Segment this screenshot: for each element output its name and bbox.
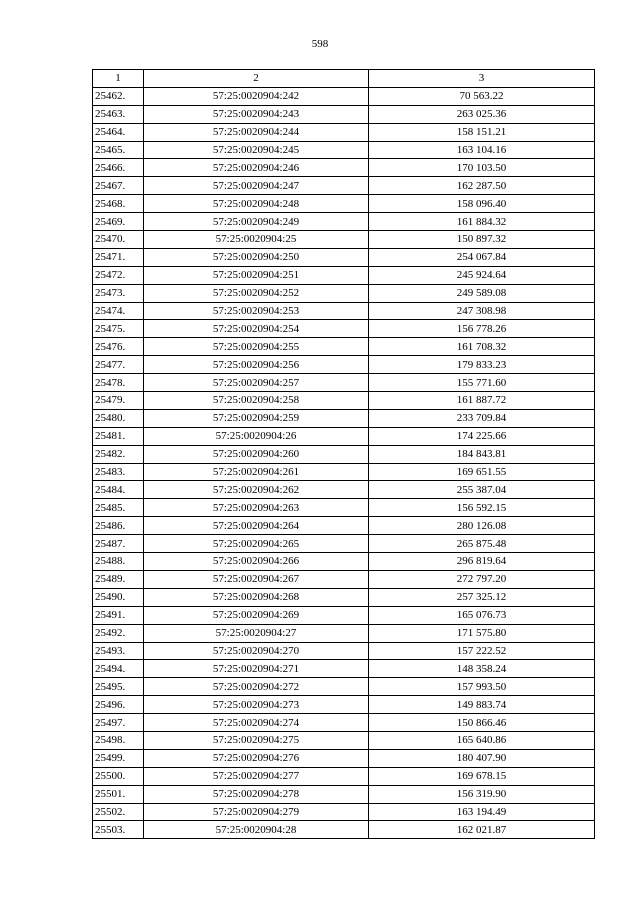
row-number: 25485. [93,499,144,517]
table-row [93,714,595,732]
row-number: 25483. [93,463,144,481]
table-row [93,481,595,499]
table-row [93,105,595,123]
row-number: 25494. [93,660,144,678]
row-number: 25486. [93,517,144,535]
table-row [93,141,595,159]
cadastral-number: 57:25:0020904:249 [144,213,369,231]
cadastral-number: 57:25:0020904:259 [144,409,369,427]
cadastral-value: 165 640.86 [369,731,595,749]
cadastral-value: 245 924.64 [369,266,595,284]
cadastral-value: 162 287.50 [369,177,595,195]
cadastral-value: 157 222.52 [369,642,595,660]
row-number: 25476. [93,338,144,356]
cadastral-number: 57:25:0020904:261 [144,463,369,481]
table-row [93,463,595,481]
header-col-3: 3 [369,70,595,88]
cadastral-value: 272 797.20 [369,570,595,588]
cadastral-number: 57:25:0020904:250 [144,248,369,266]
cadastral-number: 57:25:0020904:254 [144,320,369,338]
table-row [93,642,595,660]
table-row [93,248,595,266]
cadastral-number: 57:25:0020904:271 [144,660,369,678]
cadastral-number: 57:25:0020904:251 [144,266,369,284]
cadastral-value: 161 887.72 [369,392,595,410]
cadastral-number: 57:25:0020904:262 [144,481,369,499]
table-row [93,767,595,785]
row-number: 25498. [93,731,144,749]
cadastral-value: 158 151.21 [369,123,595,141]
table-header [93,70,595,88]
row-number: 25475. [93,320,144,338]
table-row [93,356,595,374]
row-number: 25462. [93,87,144,105]
table-row [93,803,595,821]
cadastral-number: 57:25:0020904:27 [144,624,369,642]
cadastral-value: 161 708.32 [369,338,595,356]
cadastral-number: 57:25:0020904:279 [144,803,369,821]
cadastral-value: 148 358.24 [369,660,595,678]
cadastral-value: 263 025.36 [369,105,595,123]
row-number: 25463. [93,105,144,123]
table-row [93,785,595,803]
row-number: 25473. [93,284,144,302]
cadastral-value: 149 883.74 [369,696,595,714]
table-row [93,320,595,338]
table-row [93,624,595,642]
cadastral-value: 150 866.46 [369,714,595,732]
row-number: 25488. [93,553,144,571]
table-row [93,821,595,839]
cadastral-value: 255 387.04 [369,481,595,499]
table-row [93,392,595,410]
header-col-1: 1 [93,70,144,88]
table-row [93,570,595,588]
table-row [93,302,595,320]
cadastral-value: 179 833.23 [369,356,595,374]
row-number: 25480. [93,409,144,427]
row-number: 25484. [93,481,144,499]
cadastral-value: 155 771.60 [369,374,595,392]
cadastral-number: 57:25:0020904:247 [144,177,369,195]
row-number: 25491. [93,606,144,624]
cadastral-number: 57:25:0020904:264 [144,517,369,535]
cadastral-number: 57:25:0020904:277 [144,767,369,785]
row-number: 25466. [93,159,144,177]
table-row [93,499,595,517]
row-number: 25500. [93,767,144,785]
row-number: 25465. [93,141,144,159]
cadastral-number: 57:25:0020904:246 [144,159,369,177]
cadastral-number: 57:25:0020904:252 [144,284,369,302]
row-number: 25482. [93,445,144,463]
cadastral-number: 57:25:0020904:276 [144,749,369,767]
row-number: 25497. [93,714,144,732]
row-number: 25478. [93,374,144,392]
row-number: 25493. [93,642,144,660]
cadastral-number: 57:25:0020904:260 [144,445,369,463]
cadastral-value: 247 308.98 [369,302,595,320]
cadastral-value: 254 067.84 [369,248,595,266]
cadastral-number: 57:25:0020904:273 [144,696,369,714]
row-number: 25467. [93,177,144,195]
table-row [93,517,595,535]
cadastral-value: 249 589.08 [369,284,595,302]
table-row [93,678,595,696]
table-row [93,338,595,356]
cadastral-number: 57:25:0020904:270 [144,642,369,660]
table-row [93,284,595,302]
page-number: 598 [311,38,329,50]
table-row [93,177,595,195]
cadastral-value: 162 021.87 [369,821,595,839]
cadastral-value: 150 897.32 [369,231,595,249]
cadastral-number: 57:25:0020904:25 [144,231,369,249]
cadastral-number: 57:25:0020904:242 [144,87,369,105]
table-row [93,588,595,606]
cadastral-value: 169 651.55 [369,463,595,481]
cadastral-value: 296 819.64 [369,553,595,571]
row-number: 25501. [93,785,144,803]
cadastral-number: 57:25:0020904:258 [144,392,369,410]
row-number: 25479. [93,392,144,410]
cadastral-value: 280 126.08 [369,517,595,535]
table-row [93,409,595,427]
row-number: 25481. [93,427,144,445]
row-number: 25489. [93,570,144,588]
table-row [93,749,595,767]
cadastral-value: 180 407.90 [369,749,595,767]
cadastral-value: 156 319.90 [369,785,595,803]
cadastral-number: 57:25:0020904:275 [144,731,369,749]
row-number: 25492. [93,624,144,642]
table-row [93,731,595,749]
cadastral-value: 165 076.73 [369,606,595,624]
cadastral-value: 233 709.84 [369,409,595,427]
table-row [93,195,595,213]
cadastral-number: 57:25:0020904:257 [144,374,369,392]
cadastral-value: 163 194.49 [369,803,595,821]
cadastral-value: 161 884.32 [369,213,595,231]
cadastral-value: 157 993.50 [369,678,595,696]
table-body [93,87,595,838]
cadastral-number: 57:25:0020904:268 [144,588,369,606]
cadastral-number: 57:25:0020904:253 [144,302,369,320]
table-row [93,553,595,571]
cadastral-number: 57:25:0020904:274 [144,714,369,732]
table-row [93,696,595,714]
table-row [93,159,595,177]
table-row [93,213,595,231]
cadastral-number: 57:25:0020904:265 [144,535,369,553]
table-row [93,427,595,445]
cadastral-value: 158 096.40 [369,195,595,213]
cadastral-number: 57:25:0020904:243 [144,105,369,123]
cadastral-value: 184 843.81 [369,445,595,463]
cadastral-value: 265 875.48 [369,535,595,553]
row-number: 25503. [93,821,144,839]
row-number: 25469. [93,213,144,231]
row-number: 25468. [93,195,144,213]
cadastral-number: 57:25:0020904:256 [144,356,369,374]
cadastral-number: 57:25:0020904:272 [144,678,369,696]
table-row [93,87,595,105]
cadastral-value: 174 225.66 [369,427,595,445]
table-row [93,266,595,284]
table-row [93,606,595,624]
cadastral-number: 57:25:0020904:248 [144,195,369,213]
table-row [93,231,595,249]
header-col-2: 2 [144,70,369,88]
table-row [93,123,595,141]
cadastral-value: 257 325.12 [369,588,595,606]
header-row [93,70,595,88]
cadastral-number: 57:25:0020904:269 [144,606,369,624]
row-number: 25472. [93,266,144,284]
cadastral-value: 156 778.26 [369,320,595,338]
cadastral-value: 156 592.15 [369,499,595,517]
row-number: 25464. [93,123,144,141]
row-number: 25470. [93,231,144,249]
cadastral-number: 57:25:0020904:255 [144,338,369,356]
row-number: 25502. [93,803,144,821]
cadastral-value: 170 103.50 [369,159,595,177]
table-row [93,660,595,678]
cadastral-value: 169 678.15 [369,767,595,785]
row-number: 25471. [93,248,144,266]
cadastral-number: 57:25:0020904:245 [144,141,369,159]
table-row [93,535,595,553]
row-number: 25496. [93,696,144,714]
table-row [93,374,595,392]
cadastral-value: 70 563.22 [369,87,595,105]
cadastral-value: 171 575.80 [369,624,595,642]
row-number: 25487. [93,535,144,553]
table-row [93,445,595,463]
cadastral-number: 57:25:0020904:26 [144,427,369,445]
cadastral-number: 57:25:0020904:244 [144,123,369,141]
cadastral-number: 57:25:0020904:28 [144,821,369,839]
row-number: 25477. [93,356,144,374]
cadastral-number: 57:25:0020904:267 [144,570,369,588]
row-number: 25495. [93,678,144,696]
cadastral-number: 57:25:0020904:266 [144,553,369,571]
cadastral-value: 163 104.16 [369,141,595,159]
cadastral-number: 57:25:0020904:278 [144,785,369,803]
cadastral-number: 57:25:0020904:263 [144,499,369,517]
row-number: 25490. [93,588,144,606]
cadastral-value-table [92,69,595,839]
row-number: 25499. [93,749,144,767]
row-number: 25474. [93,302,144,320]
